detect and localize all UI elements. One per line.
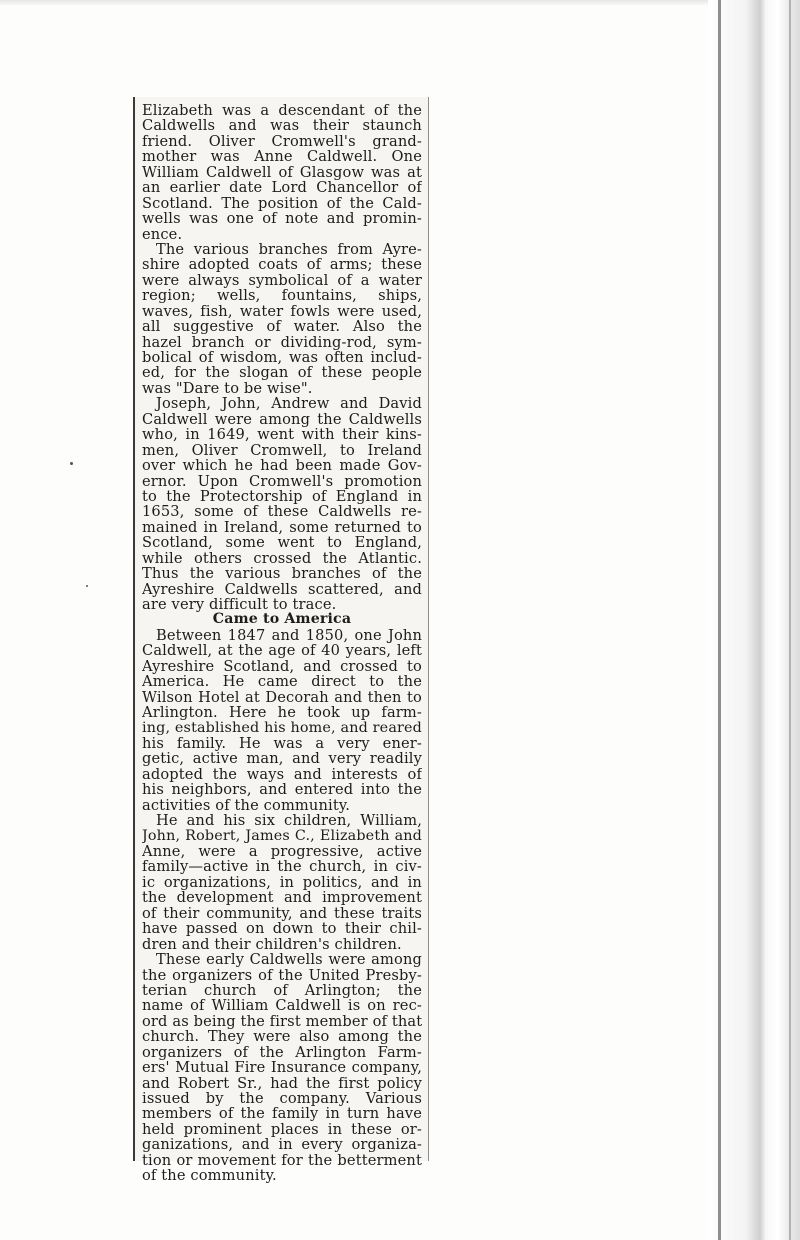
text-line: hazel branch or dividing-rod, sym- — [142, 334, 422, 350]
text-line: the organizers of the United Presby- — [142, 967, 422, 983]
text-line: Thus the various branches of the — [142, 566, 422, 582]
scan-top-shadow — [0, 0, 710, 6]
text-line: dren and their children's children. — [142, 936, 402, 953]
text-line: activities of the community. — [142, 797, 351, 814]
text-line: to the Protectorship of England in — [142, 488, 422, 505]
paragraph — [142, 628, 422, 813]
text-line: He and his six children, William, — [156, 813, 422, 829]
text-line: ic organizations, in politics, and in — [142, 874, 422, 891]
text-line: Arlington. Here he took up farm- — [142, 705, 422, 721]
text-line: of their community, and these traits — [142, 905, 422, 922]
text-line: members of the family in turn have — [142, 1106, 422, 1122]
page-outer-edge — [789, 0, 791, 1240]
newspaper-clipping — [133, 97, 429, 1184]
text-line: ing, established his home, and reared — [142, 720, 422, 736]
text-line: shire adopted coats of arms; these — [142, 257, 422, 273]
text-line: Scotland. The position of the Cald- — [142, 195, 422, 212]
text-line: Wilson Hotel at Decorah and then to — [142, 689, 422, 706]
text-line: John, Robert, James C., Elizabeth and — [142, 828, 422, 844]
text-line: and Robert Sr., had the first policy — [142, 1075, 422, 1091]
text-line: name of William Caldwell is on rec- — [142, 998, 422, 1014]
text-line: was "Dare to be wise". — [142, 380, 313, 397]
text-line: These early Caldwells were among — [156, 952, 422, 968]
paragraph — [142, 952, 422, 1184]
text-line: are very difficult to trace. — [142, 597, 337, 613]
text-line: William Caldwell of Glasgow was at — [142, 164, 422, 181]
text-line: Scotland, some went to England, — [142, 535, 422, 551]
text-line: ernor. Upon Cromwell's promotion — [142, 473, 422, 489]
text-line: ence. — [142, 226, 183, 242]
text-line: terian church of Arlington; the — [142, 982, 422, 999]
text-line: Anne, were a progressive, active — [142, 844, 422, 860]
text-line: were always symbolical of a water — [142, 272, 422, 289]
paragraph — [142, 242, 422, 396]
text-line: held prominent places in these or- — [142, 1121, 422, 1138]
text-line: men, Oliver Cromwell, to Ireland — [142, 442, 422, 459]
text-line: Between 1847 and 1850, one John — [156, 627, 422, 644]
text-line: while others crossed the Atlantic. — [142, 550, 422, 567]
text-line: ganizations, and in every organiza- — [142, 1137, 422, 1153]
text-line: family—active in the church, in civ- — [142, 859, 422, 875]
paragraph — [142, 813, 422, 952]
article-column — [142, 103, 422, 1184]
text-line: adopted the ways and interests of — [142, 766, 422, 783]
text-line: ord as being the first member of that — [142, 1013, 422, 1030]
text-line: tion or movement for the betterment — [142, 1152, 422, 1169]
text-line: waves, fish, water fowls were used, — [142, 303, 422, 320]
text-line: the development and improvement — [142, 890, 422, 906]
scan-right-edge — [708, 0, 800, 1240]
text-line: 1653, some of these Caldwells re- — [142, 504, 422, 520]
text-line: his neighbors, and entered into the — [142, 782, 422, 798]
text-line: over which he had been made Gov- — [142, 458, 422, 474]
text-line: organizers of the Arlington Farm- — [142, 1044, 422, 1061]
text-line: have passed on down to their chil- — [142, 921, 422, 937]
paragraph — [142, 396, 422, 612]
text-line: Caldwell, at the age of 40 years, left — [142, 643, 422, 659]
text-line: mained in Ireland, some returned to — [142, 519, 422, 536]
text-line: Ayreshire Scotland, and crossed to — [142, 658, 422, 675]
text-line: who, in 1649, went with their kins- — [142, 427, 422, 443]
text-line: The various branches from Ayre- — [156, 241, 422, 258]
text-line: bolical of wisdom, was often includ- — [142, 350, 422, 366]
text-line: region; wells, fountains, ships, — [142, 288, 422, 304]
text-line: ers' Mutual Fire Insurance company, — [142, 1060, 422, 1076]
text-line: an earlier date Lord Chancellor of — [142, 180, 422, 196]
text-line: Joseph, John, Andrew and David — [156, 396, 422, 412]
paragraph — [142, 103, 422, 242]
section-heading: Came to America — [212, 611, 352, 628]
text-line: friend. Oliver Cromwell's grand- — [142, 133, 422, 150]
text-line: America. He came direct to the — [142, 674, 422, 690]
text-line: issued by the company. Various — [142, 1091, 422, 1107]
text-line: Caldwells and was their staunch — [142, 118, 422, 134]
text-line: Elizabeth was a descendant of the — [142, 103, 422, 119]
scan-speck — [70, 462, 73, 465]
text-line: of the community. — [142, 1168, 277, 1184]
text-line: getic, active man, and very readily — [142, 751, 422, 767]
text-line: all suggestive of water. Also the — [142, 319, 422, 335]
text-line: wells was one of note and promin- — [142, 211, 422, 227]
scan-speck — [86, 585, 88, 587]
text-line: Ayreshire Caldwells scattered, and — [142, 581, 422, 597]
text-line: Caldwell were among the Caldwells — [142, 411, 422, 428]
text-line: ed, for the slogan of these people — [142, 365, 422, 381]
text-line: his family. He was a very ener- — [142, 735, 422, 752]
text-line: mother was Anne Caldwell. One — [142, 149, 422, 165]
text-line: church. They were also among the — [142, 1029, 422, 1045]
page-fold-line — [718, 0, 721, 1240]
